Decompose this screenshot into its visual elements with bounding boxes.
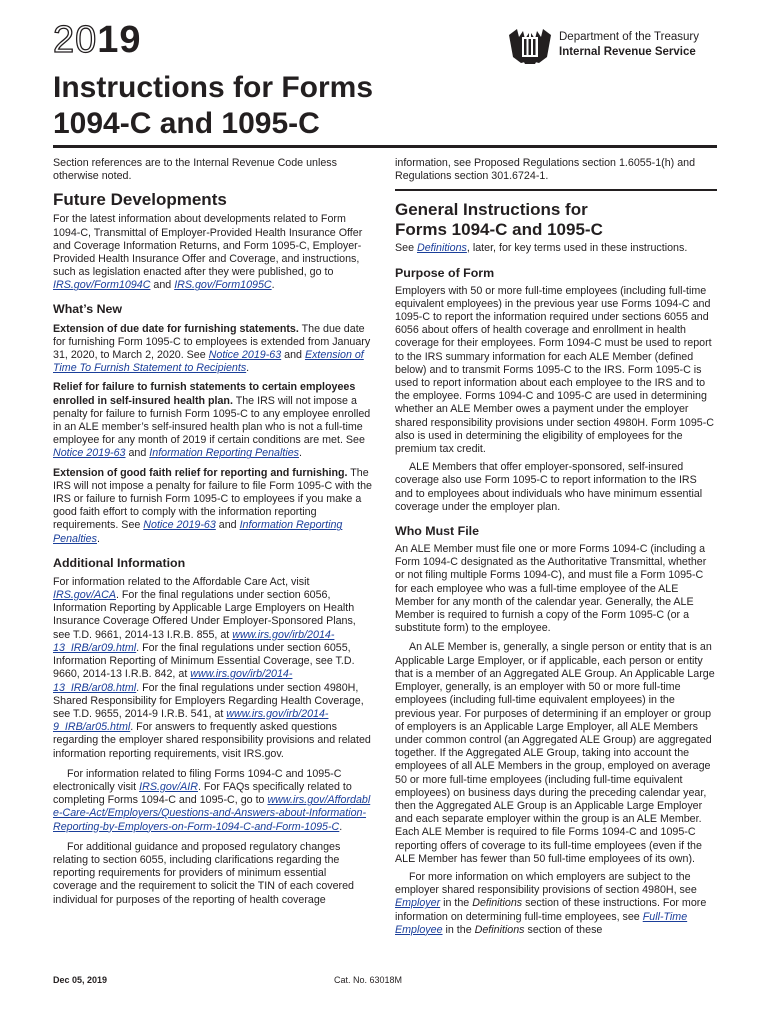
extension-of-time-link[interactable]: Extension of Time To Furnish Statement to Recipients [53,349,364,375]
agency-block [507,27,722,67]
form1094c-link[interactable]: IRS.gov/Form1094C [53,279,151,292]
future-and: and [150,279,175,292]
extension-and: and [281,349,305,362]
intro-text: Section references are to the Internal Revenue Code unless otherwise noted. [53,157,337,183]
relief-end: . [299,447,302,460]
extension-body: The due date for furnishing Form 1095-C to employees is extended from January 31, 2020, to March 2, 2020. See [53,322,371,362]
purpose-text-2: ALE Members that offer employer-sponsored, self-insured coverage also use Form 1095-C to report information to the IRS and to employees about individuals who have minimum essential coverage under the employer plan. [395,461,703,513]
information-reporting-penalties-link[interactable]: Information Reporting Penalties [53,519,343,545]
general-instructions-text [395,242,717,255]
good-faith-end: . [96,532,100,545]
agency-text [559,30,699,60]
continued-text: information, see Proposed Regulations section 1.6055-1(h) and Regulations section 301.6724-1. [395,157,696,183]
general-text-a: See [395,242,417,255]
revision-date: Dec 05, 2019 [53,975,108,985]
irb-ar09-link[interactable]: www.irs.gov/irb/2014-13_IRB/ar09.html [53,628,335,654]
good-faith-lead: Extension of good faith relief for reporting and furnishing. [53,466,348,479]
relief-failure-text [53,381,373,460]
irs-air-link[interactable]: IRS.gov/AIR [139,780,198,793]
section-rule [395,189,717,191]
additional-guidance-text: For additional guidance and proposed regulatory changes relating to section 6055, including clarifications regarding the reporting requirements for providers of minimum essential coverage and the requirement to solicit the TIN of each covered individual for purposes of the reporting of health coverage [53,840,355,906]
general-text-b: , later, for key terms used in these instructions. [466,242,688,255]
extension-lead: Extension of due date for furnishing statements. [53,322,299,335]
tax-year [53,20,142,60]
irs-aca-link[interactable]: IRS.gov/ACA [53,589,116,602]
relief-lead: Relief for failure to furnish statements to certain employees enrolled in self-insured health plan. [53,381,356,407]
definitions-ref: Definitions [472,897,523,910]
addl-text-a: For information related to the Affordable Care Act, visit [53,575,310,588]
electronic-filing-text [53,768,373,834]
future-text-1: For the latest information about developments related to Form 1094-C, Transmittal of Employer-Provided Health Insurance Offer and Coverage Information Returns, and Form 1095-C, Employer-Provided Health Insurance Offer and Coverage, and instructions, such as legislation enacted after they were published, go to [53,213,363,279]
additional-information-text [53,576,373,761]
title-line-2: 1094-C and 1095-C [53,107,320,140]
who-must-file-text-3 [395,871,717,937]
general-heading-line-2: Forms 1094-C and 1095-C [395,220,603,240]
good-faith-and: and [215,519,240,532]
notice-2019-63-link[interactable]: Notice 2019-63 [143,519,216,532]
faq-link[interactable]: www.irs.gov/Affordable-Care-Act/Employers/Questions-and-Answers-about-Information-Reporting-by-Employers-on-Form-1094-C-and-Form-1095-C [53,794,371,833]
who-must-file-heading: Who Must File [395,524,479,539]
notice-2019-63-link[interactable]: Notice 2019-63 [208,349,282,362]
addl-text-e: . For answers to frequently asked questions regarding the employer shared responsibility provisions and related information reporting requirements, visit IRS.gov. [53,721,371,760]
future-developments-heading: Future Developments [53,190,227,210]
efile-text-b: . For FAQs specifically related to completing Forms 1094-C and 1095-C, go to [53,780,352,807]
who-must-file-text-2: An ALE Member is, generally, a single person or entity that is an Applicable Large Employer, or if applicable, each person or entity that is a member of an Aggregated ALE Group. An Applicable Large Employer, generally, is an employer with 50 or more full-time employees (including full-time equivalent employees) in the previous year. For purposes of determining if an employer or group of employers is an Applicable Large Employer, all ALE Members under common control (an Aggregated ALE Group) are aggregated together. If the Aggregated ALE Group, taking into account the employees of all ALE Members in the group, employed on average 50 or more full-time employees (including full-time equivalent employees) on business days during the preceding calendar year, then the Aggregated ALE Group is an Applicable Large Employer and each separate employer within the group is an ALE Member. Each ALE Member is required to file Forms 1094-C and 1095-C reporting offers of coverage to its full-time employees (even if the ALE Member has fewer than 50 full-time employees of its own). [395,641,715,865]
general-instructions-heading [395,200,717,240]
agency-department: Department of the Treasury [559,31,699,43]
who-text-d: in the [442,923,475,936]
good-faith-body: The IRS will not impose a penalty for failure to file Form 1095-C with the IRS or failure to furnish Form 1095-C to employees if you make a good faith effort to comply with the information reporting requirements. See [53,466,372,532]
information-reporting-penalties-link[interactable]: Information Reporting Penalties [149,447,299,460]
addl-text-d: . For the final regulations under section 4980H, Shared Responsibility for Employers Regarding Health Coverage, see T.D. 9655, 2014-9 I.R.B. 541, at [53,681,364,720]
irb-ar05-link[interactable]: www.irs.gov/irb/2014-9_IRB/ar05.html [53,707,329,734]
relief-body: The IRS will not impose a penalty for failure to furnish Form 1095-C to any employee enrolled in an ALE member’s self-insured health plan who is not a full-time employee for any month of 2019 if certain conditions are met. See [53,394,371,447]
addl-text-b: . For the final regulations under section 6056, Information Reporting by Applicable Large Employers on Health Insurance Coverage Offered Under Employer-Sponsored Plans, see T.D. 9661, 2014-13 I.R.B. 855, at [53,589,356,641]
general-heading-line-1: General Instructions for [395,200,588,220]
relief-and: and [125,447,150,460]
year-bold: 19 [97,19,142,61]
form1095c-link[interactable]: IRS.gov/Form1095C [174,279,272,292]
notice-2019-63-link[interactable]: Notice 2019-63 [53,447,126,460]
additional-information-heading: Additional Information [53,555,186,570]
definitions-ref: Definitions [474,923,525,936]
extension-end: . [246,362,250,375]
purpose-text-1: Employers with 50 or more full-time employees (including full-time equivalent employees) in the previous year use Forms 1094-C and 1095-C to report the information required under sections 6055 and 6056 about offers of health coverage and enrollment in health coverage for their employees. Form 1094-C must be used to report to the IRS summary information for each ALE Member (defined below) and to transmit Forms 1095-C to the IRS. Form 1095-C is used to report information about each employee to the IRS and to the employee. Forms 1094-C and 1095-C are used in determining whether an ALE Member owes a payment under the employer shared responsibility provisions under section 4980H. Form 1095-C also is used in determining the eligibility of employees for the premium tax credit. [395,284,715,456]
irb-ar08-link[interactable]: www.irs.gov/irb/2014-13_IRB/ar08.html [53,668,293,694]
year-outline: 20 [53,19,98,61]
full-time-employee-link[interactable]: Full-Time Employee [395,910,688,936]
future-developments-text [53,213,373,292]
left-column [53,157,373,907]
extension-due-date-text [53,323,373,376]
agency-irs: Internal Revenue Service [559,46,696,58]
efile-text-a: For information related to filing Forms 1094-C and 1095-C electronically visit [53,767,342,793]
definitions-link[interactable]: Definitions [417,242,467,255]
future-end: . [271,279,275,292]
who-must-file-text-1: An ALE Member must file one or more Forms 1094-C (including a Form 1094-C designated as the Authoritative Transmittal, whether or not filing multiple Forms 1094-C), and must file a Form 1095-C for each employee who was a full-time employee of the ALE Member for any month of the calendar year. Generally, the ALE Member is required to furnish a copy of the Form 1095-C (or a substitute form) to the employee. [395,543,707,635]
document-title [53,70,373,142]
employer-link[interactable]: Employer [395,897,441,910]
who-text-b: in the [440,897,473,910]
right-column [395,157,717,937]
catalog-number: Cat. No. 63018M [334,975,403,985]
addl-text-c: . For the final regulations under section 6055, Information Reporting of Minimum Essential Coverage, see T.D. 9660, 2014-13 I.R.B. 842, at [53,641,355,681]
whats-new-heading: What’s New [53,301,123,316]
who-text-e: section of these [524,923,603,936]
efile-text-c: . [339,820,343,833]
purpose-of-form-heading: Purpose of Form [395,265,495,280]
irs-eagle-logo-icon [507,27,553,65]
who-text-a: For more information on which employers are subject to the employer shared responsibility provisions of section 4980H, see [395,870,697,897]
header-rule [53,145,717,148]
good-faith-relief-text [53,467,373,546]
title-line-1: Instructions for Forms [53,71,374,104]
who-text-c: section of these instructions. For more information on determining full-time employees, see [395,897,707,923]
